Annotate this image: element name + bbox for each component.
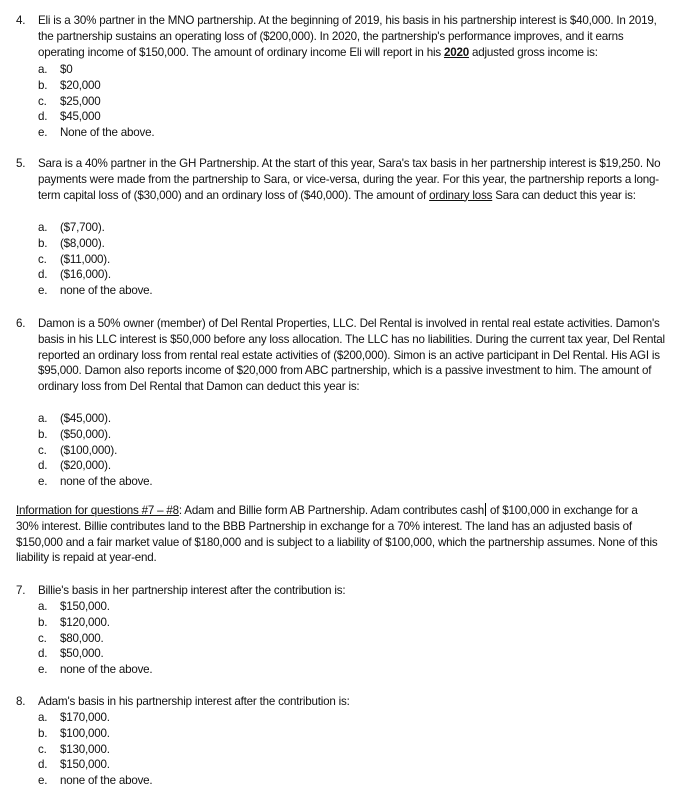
- question-stem: Adam's basis in his partnership interest after the contribution is:: [38, 695, 350, 708]
- option-e: e. none of the above.: [38, 663, 153, 677]
- option-a: a. ($45,000).: [38, 412, 111, 425]
- option-d: d. $45,000: [38, 110, 101, 124]
- option-c: c. $80,000.: [38, 631, 104, 645]
- option-d: d. ($16,000).: [38, 268, 111, 282]
- emphasis-term: ordinary loss: [429, 188, 493, 202]
- option-a: a. $170,000.: [38, 711, 110, 724]
- option-e: e. none of the above.: [38, 774, 153, 788]
- emphasis-year: 2020: [443, 45, 469, 59]
- option-b: b. ($50,000).: [38, 427, 111, 441]
- question-stem: Damon is a 50% owner (member) of Del Rental Properties, LLC. Del Rental is involved in rental real estate activities. Damon's basis in his LLC interest is $50,000 before any loss allocation. The LLC has no liabilities. During the current tax year, Del Rental reported an ordinary loss from rental real estate activities of ($200,000). Simon is an active participant in Del Rental. His AGI is $95,000. Damon also reports income of $20,000 from ABC partnership, which is a passive investment to him. The amount of ordinary loss from Del Rental that Damon can deduct this year is:: [38, 317, 665, 394]
- option-c: c. ($100,000).: [38, 443, 118, 457]
- question-stem: Eli is a 30% partner in the MNO partnership. At the beginning of 2019, his basis in his partnership interest is $40,000. In 2019, the partnership sustains an operating loss of ($200,000). In 2020, the partnership's performance improves, and it earns operating income of $150,000. The amount of ordinary income Eli will report in his 2020 adjusted gross income is:: [38, 14, 657, 59]
- question-number: 8.: [16, 695, 26, 708]
- option-c: c. ($11,000).: [38, 252, 110, 266]
- answer-options: [38, 220, 152, 299]
- question-number: 7.: [16, 584, 26, 597]
- option-b: b. ($8,000).: [38, 236, 105, 250]
- question-number: 4.: [16, 14, 26, 27]
- question-number: 6.: [16, 317, 26, 330]
- answer-options: [38, 411, 152, 490]
- text-cursor: [485, 503, 486, 516]
- option-b: b. $120,000.: [38, 615, 110, 629]
- option-c: c. $130,000.: [38, 742, 110, 756]
- question-number: 5.: [16, 157, 26, 170]
- question-stem: Sara is a 40% partner in the GH Partnership. At the start of this year, Sara's tax basis in her partnership interest is $19,250. No payments were made from the partnership to Sara, or vice-versa, during the year. For this year, the partnership reports a long-term capital loss of ($30,000) and an ordinary loss of ($40,000). The amount of ordinary loss Sara can deduct this year is:: [38, 157, 661, 202]
- option-b: b. $20,000: [38, 78, 101, 92]
- option-c: c. $25,000: [38, 94, 101, 108]
- option-a: a. $0: [38, 63, 73, 76]
- answer-options: [38, 599, 152, 678]
- option-a: a. $150,000.: [38, 600, 110, 613]
- option-d: d. ($20,000).: [38, 459, 111, 473]
- option-e: e. none of the above.: [38, 475, 153, 489]
- info-label: Information for questions #7 – #8: [16, 504, 179, 517]
- option-e: e. None of the above.: [38, 126, 155, 140]
- info-block: Information for questions #7 – #8: Adam and Billie form AB Partnership. Adam contributes cash of $100,000 in exchange for a 30% interest. Billie contributes land to the BBB Partnership in exchange for a 70% interest. The land has an adjusted basis of $150,000 and a fair market value of $180,000 and is subject to a liability of $100,000, which the partnership assumes. None of this liability is repaid at year-end.: [16, 504, 658, 565]
- answer-options: [38, 62, 154, 141]
- option-a: a. ($7,700).: [38, 221, 105, 234]
- option-b: b. $100,000.: [38, 726, 110, 740]
- option-e: e. none of the above.: [38, 284, 153, 298]
- option-d: d. $50,000.: [38, 647, 104, 661]
- question-stem: Billie's basis in her partnership interest after the contribution is:: [38, 584, 346, 597]
- option-d: d. $150,000.: [38, 758, 110, 772]
- answer-options: [38, 710, 152, 789]
